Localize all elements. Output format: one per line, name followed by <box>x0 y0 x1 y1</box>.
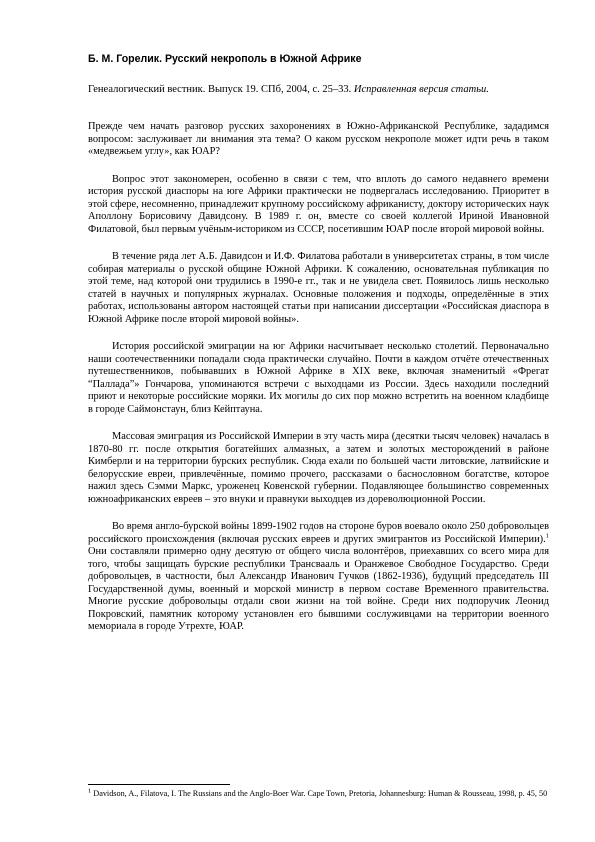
footnote-separator <box>88 784 230 785</box>
article-body <box>88 121 549 649</box>
article-title: Б. М. Горелик. Русский некрополь в Южной Африке <box>88 53 362 65</box>
publication-source <box>88 83 558 96</box>
footnote-text: Davidson, A., Filatova, I. The Russians and the Anglo-Boer War. Cape Town, Pretoria, Johannesburg: Human & Rousseau, 1998, p. 45, 50 <box>91 789 548 798</box>
paragraph-4: История российской эмиграции на юг Африки насчитывает несколько столетий. Первоначально наши соотечественники попадали сюда практически случайно. Почти в каждом отчёте отечественных путешественников, побывавших в Южной Африке в XIX веке, включая знаменитый «Фрегат “Паллада”» Гончарова, упоминаются встречи с выходцами из России. Здесь находили последний приют и некоторые российские моряки. Их могилы до сих пор можно встретить на военном кладбище в городе Саймонстаун, близ Кейптауна. <box>88 341 549 415</box>
revised-version-note: Исправленная версия статьи. <box>353 84 489 95</box>
paragraph-3: В течение ряда лет А.Б. Давидсон и И.Ф. Филатова работали в университетах страны, в том числе собирая материалы о русской общине Южной Африки. К сожалению, основательная публикация по этой теме, над которой они трудились в 1990-е гг., так и не увидела свет. Появилось лишь несколько статей в научных и популярных журналах. Основные положения и подходы, определённые в этих работах, использованы автором настоящей статьи при написании диссертации «Российская диаспора в Южной Африке после второй мировой войны». <box>88 251 549 325</box>
paragraph-6-part-2: Они составляли примерно одну десятую от общего числа волонтёров, приехавших со всего мира для того, чтобы защищать бурские республики Трансвааль и Оранжевое Свободное Государство. Среди добровольцев, в частности, был Александр Иванович Гучков (1862-1936), будущий председатель III Государственной думы, военный и морской министр в первом составе Временного правительства. Многие русские добровольцы отдали свои жизни на той войне. Среди них подпоручик Леонид Покровский, памятник которому установлен его бывшими сослуживцами на территории военного мемориала в городе Утрехте, ЮАР. <box>88 546 549 632</box>
paragraph-1: Прежде чем начать разговор русских захоронениях в Южно-Африканской Республике, зададимся вопросом: заслуживает ли внимания эта тема? О каком русском некрополе может идти речь в таком «медвежьем углу», как ЮАР? <box>88 121 549 157</box>
footnote <box>88 789 549 800</box>
source-citation: Генеалогический вестник. Выпуск 19. СПб, 2004, с. 25–33. <box>88 84 354 95</box>
footnote-number: 1 <box>88 787 92 795</box>
paragraph-6 <box>88 521 549 634</box>
paragraph-6-part-1: Во время англо-бурской войны 1899-1902 годов на стороне буров воевало около 250 добровольцев российского происхождения (включая русских евреев и других эмигрантов из Российской Империи). <box>88 521 549 545</box>
paragraph-2: Вопрос этот закономерен, особенно в связи с тем, что вплоть до самого недавнего времени история русской диаспоры на юге Африки практически не подвергалась исследованию. Приоритет в этой сфере, несомненно, принадлежит крупному российскому африканисту, доктору исторических наук Аполлону Борисовичу Давидсону. В 1989 г. он, вместе со своей коллегой Ириной Ивановной Филатовой, был первым учёным-историком из СССР, посетившим ЮАР после второй мировой войны. <box>88 173 549 235</box>
footnote-reference[interactable]: 1 <box>545 532 549 540</box>
paragraph-5: Массовая эмиграция из Российской Империи в эту часть мира (десятки тысяч человек) началась в 1870-80 гг. после открытия богатейших алмазных, а затем и золотых месторождений в районе Кимберли и на территории бурских республик. Сюда ехали по большей части литовские, латвийские и белорусские евреи, привлечённые, помимо прочего, рассказами о баснословном богатстве, которое нажил здесь Сэмми Маркс, уроженец Ковенской губернии. Подавляющее большинство современных южноафриканских евреев – это внуки и правнуки выходцев из дореволюционной России. <box>88 431 549 505</box>
